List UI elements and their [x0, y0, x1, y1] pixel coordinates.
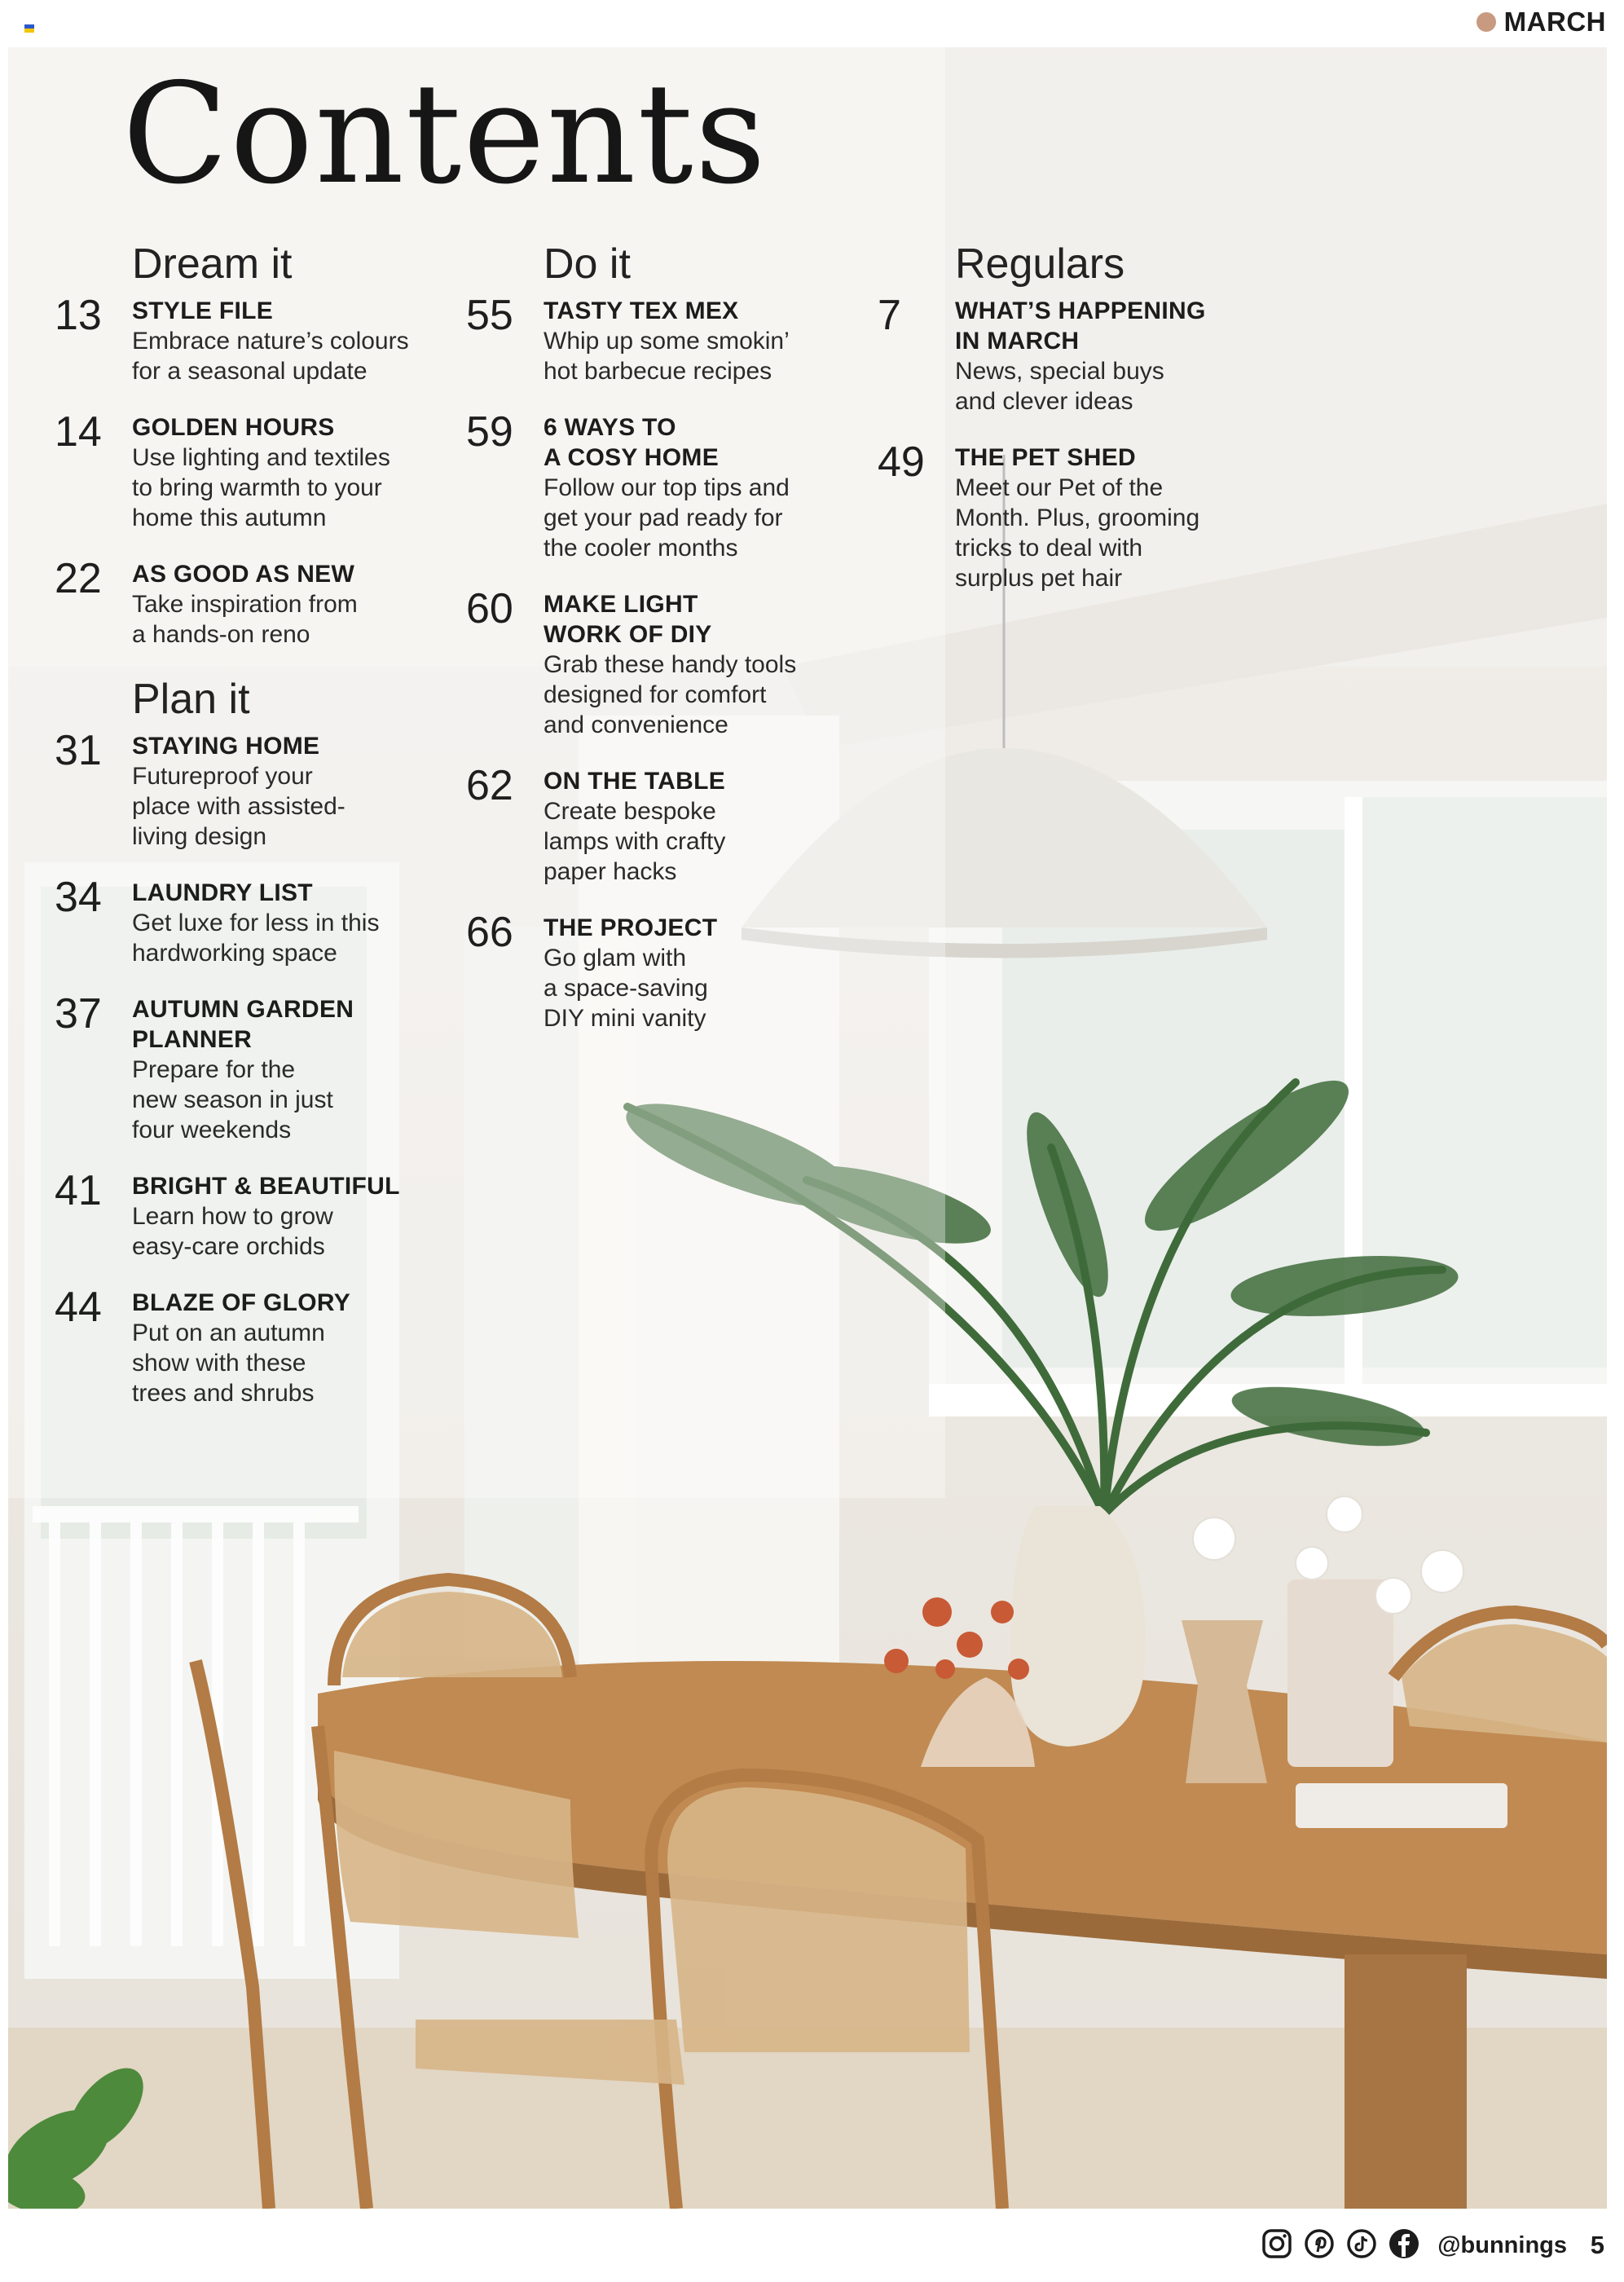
- entry-title: THE PET SHED: [955, 444, 1136, 472]
- page-title: Contents: [122, 54, 768, 215]
- page-number: 49: [878, 438, 925, 487]
- entry-title: STYLE FILE: [132, 297, 274, 325]
- entry-description: Go glam with a space-saving DIY mini vanity: [544, 945, 708, 1033]
- pinterest-icon[interactable]: [1303, 2227, 1336, 2260]
- contents-entry[interactable]: [55, 874, 450, 968]
- section-heading: Do it: [544, 240, 631, 288]
- page-number: 60: [466, 585, 513, 633]
- contents-entry[interactable]: [466, 909, 837, 1033]
- entry-title: ON THE TABLE: [544, 768, 726, 795]
- page-number: 55: [466, 292, 513, 340]
- footer: [0, 2213, 1624, 2282]
- contents-entry[interactable]: [55, 990, 450, 1145]
- section-heading: Regulars: [955, 240, 1125, 288]
- entry-title: STAYING HOME: [132, 733, 320, 760]
- entry-title: MAKE LIGHT WORK OF DIY: [544, 591, 712, 649]
- section-dream-it: [55, 240, 450, 676]
- page-number: 62: [466, 762, 513, 810]
- page-number: 31: [55, 727, 102, 775]
- entry-description: Put on an autumn show with these trees and shrubs: [132, 1319, 325, 1408]
- page-number: 59: [466, 408, 513, 456]
- page-number: 22: [55, 555, 102, 603]
- entry-description: Get luxe for less in this hardworking space: [132, 910, 380, 967]
- entry-description: Follow our top tips and get your pad ready for the cooler months: [544, 474, 790, 562]
- entry-title: LAUNDRY LIST: [132, 879, 313, 907]
- entry-title: 6 WAYS TO A COSY HOME: [544, 414, 719, 472]
- page-number: 34: [55, 874, 102, 922]
- entry-title: GOLDEN HOURS: [132, 414, 335, 442]
- social-handle[interactable]: @bunnings: [1437, 2232, 1567, 2258]
- page-number-footer: 5: [1590, 2231, 1604, 2259]
- contents-entry[interactable]: [878, 292, 1248, 416]
- entry-description: Grab these handy tools designed for comfort and convenience: [544, 651, 797, 739]
- contents-entry[interactable]: [55, 292, 450, 386]
- contents-entry[interactable]: [55, 727, 450, 852]
- contents-entry[interactable]: [466, 292, 837, 386]
- entry-title: BRIGHT & BEAUTIFUL: [132, 1173, 400, 1200]
- entry-title: THE PROJECT: [544, 914, 718, 942]
- section-plan-it: [55, 676, 450, 1434]
- contents-entry[interactable]: [878, 438, 1248, 593]
- contents-entry[interactable]: [55, 1167, 450, 1262]
- entry-description: Use lighting and textiles to bring warmth to your home this autumn: [132, 444, 390, 532]
- facebook-icon[interactable]: [1388, 2227, 1420, 2260]
- entry-description: Meet our Pet of the Month. Plus, grooming tricks to deal with surplus pet hair: [955, 474, 1200, 593]
- section-heading: Plan it: [132, 676, 250, 723]
- section-heading: Dream it: [132, 240, 293, 288]
- entry-description: Embrace nature’s colours for a seasonal update: [132, 328, 409, 385]
- contents-entry[interactable]: [55, 1284, 450, 1408]
- page-number: 41: [55, 1167, 102, 1215]
- social-icons: [1261, 2227, 1420, 2260]
- month-dot: [1477, 12, 1496, 32]
- entry-description: Prepare for the new season in just four weekends: [132, 1056, 333, 1144]
- month-label: MARCH: [1503, 7, 1606, 37]
- entry-description: Learn how to grow easy-care orchids: [132, 1203, 333, 1261]
- contents-entry[interactable]: [466, 762, 837, 887]
- entry-title: AS GOOD AS NEW: [132, 561, 355, 588]
- page-number: 7: [878, 292, 901, 340]
- entry-description: Take inspiration from a hands-on reno: [132, 591, 358, 649]
- page-number: 13: [55, 292, 102, 340]
- entry-description: Futureproof your place with assisted- living design: [132, 763, 345, 851]
- contents-entry[interactable]: [466, 585, 837, 740]
- contents-entry[interactable]: [466, 408, 837, 563]
- tiktok-icon[interactable]: [1345, 2227, 1378, 2260]
- entry-title: AUTUMN GARDEN PLANNER: [132, 996, 354, 1054]
- instagram-icon[interactable]: [1261, 2227, 1293, 2260]
- contents-entry[interactable]: [55, 555, 450, 650]
- entry-description: Whip up some smokin’ hot barbecue recipes: [544, 328, 790, 385]
- contents-entry[interactable]: [55, 408, 450, 533]
- flag-icon: [24, 24, 34, 33]
- entry-description: News, special buys and clever ideas: [955, 358, 1164, 416]
- page-number: 14: [55, 408, 102, 456]
- page-number: 66: [466, 909, 513, 957]
- section-regulars: [878, 240, 1248, 619]
- entry-title: WHAT’S HAPPENING IN MARCH: [955, 297, 1206, 355]
- page-number: 44: [55, 1284, 102, 1332]
- page-number: 37: [55, 990, 102, 1038]
- entry-title: TASTY TEX MEX: [544, 297, 739, 325]
- month-tag: [1477, 3, 1606, 41]
- entry-title: BLAZE OF GLORY: [132, 1289, 351, 1317]
- section-do-it: [466, 240, 837, 1060]
- entry-description: Create bespoke lamps with crafty paper hacks: [544, 798, 726, 886]
